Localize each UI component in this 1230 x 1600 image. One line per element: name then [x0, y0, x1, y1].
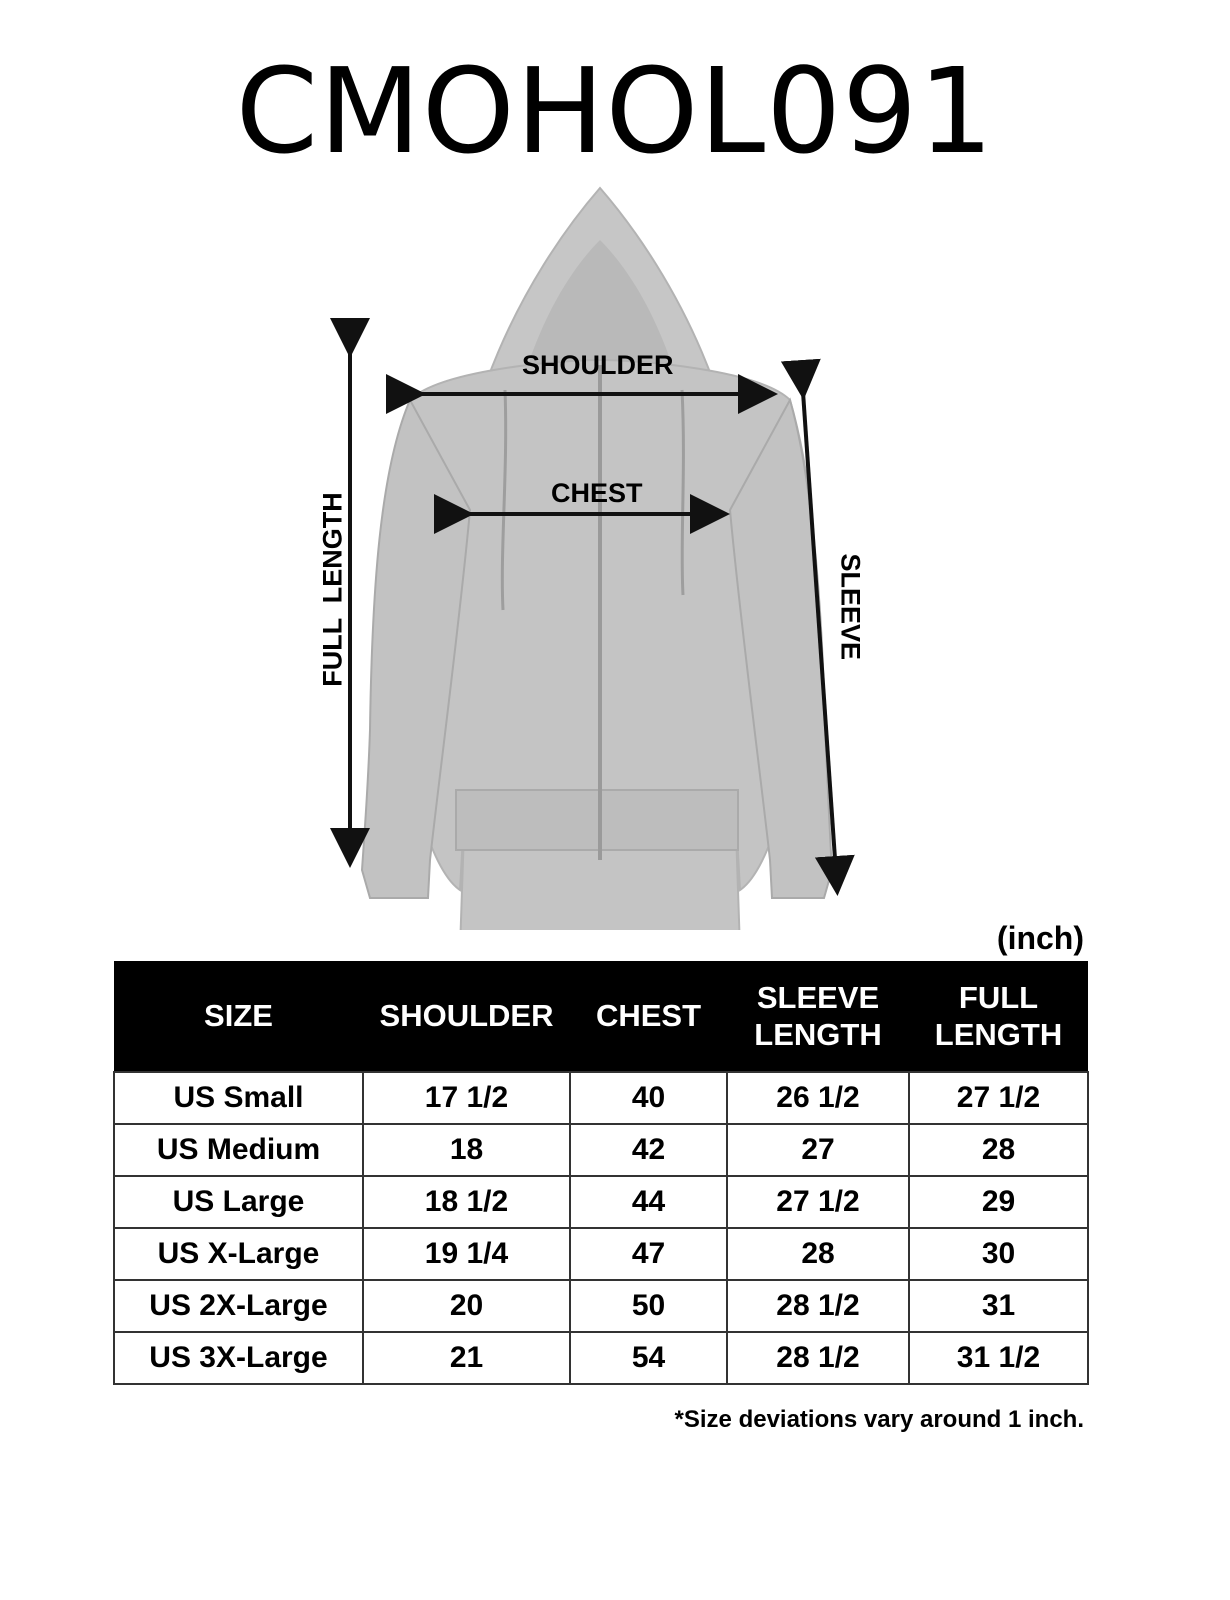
chest-cell: 42	[570, 1124, 727, 1176]
header-chest: CHEST	[570, 961, 727, 1072]
shoulder-label: SHOULDER	[522, 350, 674, 380]
header-size: SIZE	[114, 961, 363, 1072]
shoulder-cell: 18 1/2	[363, 1176, 570, 1228]
full-length-cell: 31 1/2	[909, 1332, 1088, 1384]
hoodie-icon	[362, 188, 832, 930]
sleeve-cell: 26 1/2	[727, 1072, 909, 1124]
sleeve-cell: 28	[727, 1228, 909, 1280]
garment-measurement-diagram	[0, 170, 1230, 930]
table-row	[114, 1332, 1088, 1384]
shoulder-cell: 20	[363, 1280, 570, 1332]
header-shoulder: SHOULDER	[363, 961, 570, 1072]
shoulder-cell: 21	[363, 1332, 570, 1384]
table-row	[114, 1176, 1088, 1228]
table-row	[114, 1072, 1088, 1124]
header-sleeve-length: SLEEVE LENGTH	[727, 961, 909, 1072]
full-length-cell: 30	[909, 1228, 1088, 1280]
full-length-cell: 29	[909, 1176, 1088, 1228]
full-length-label: FULL LENGTH	[317, 492, 348, 687]
sleeve-cell: 27	[727, 1124, 909, 1176]
full-length-cell: 27 1/2	[909, 1072, 1088, 1124]
full-length-cell: 31	[909, 1280, 1088, 1332]
size-cell: US Medium	[114, 1124, 363, 1176]
sleeve-label: SLEEVE	[835, 553, 866, 661]
size-cell: US 2X-Large	[114, 1280, 363, 1332]
table-row	[114, 1124, 1088, 1176]
size-chart-table	[113, 961, 1089, 1385]
header-full-length: FULL LENGTH	[909, 961, 1088, 1072]
table-header-row	[114, 961, 1088, 1072]
chest-cell: 44	[570, 1176, 727, 1228]
chest-cell: 54	[570, 1332, 727, 1384]
product-code-title: CMOHOL091	[235, 42, 995, 180]
shoulder-cell: 19 1/4	[363, 1228, 570, 1280]
shoulder-cell: 18	[363, 1124, 570, 1176]
sleeve-cell: 28 1/2	[727, 1332, 909, 1384]
shoulder-cell: 17 1/2	[363, 1072, 570, 1124]
size-cell: US Small	[114, 1072, 363, 1124]
size-deviation-note: *Size deviations vary around 1 inch.	[674, 1406, 1084, 1433]
table-row	[114, 1280, 1088, 1332]
full-length-cell: 28	[909, 1124, 1088, 1176]
size-cell: US X-Large	[114, 1228, 363, 1280]
hoodie-illustration	[0, 170, 1230, 930]
sleeve-cell: 28 1/2	[727, 1280, 909, 1332]
size-cell: US Large	[114, 1176, 363, 1228]
sleeve-cell: 27 1/2	[727, 1176, 909, 1228]
chest-cell: 40	[570, 1072, 727, 1124]
chest-label: CHEST	[551, 478, 643, 508]
chest-cell: 50	[570, 1280, 727, 1332]
table-row	[114, 1228, 1088, 1280]
size-cell: US 3X-Large	[114, 1332, 363, 1384]
chest-cell: 47	[570, 1228, 727, 1280]
unit-label: (inch)	[996, 920, 1084, 956]
